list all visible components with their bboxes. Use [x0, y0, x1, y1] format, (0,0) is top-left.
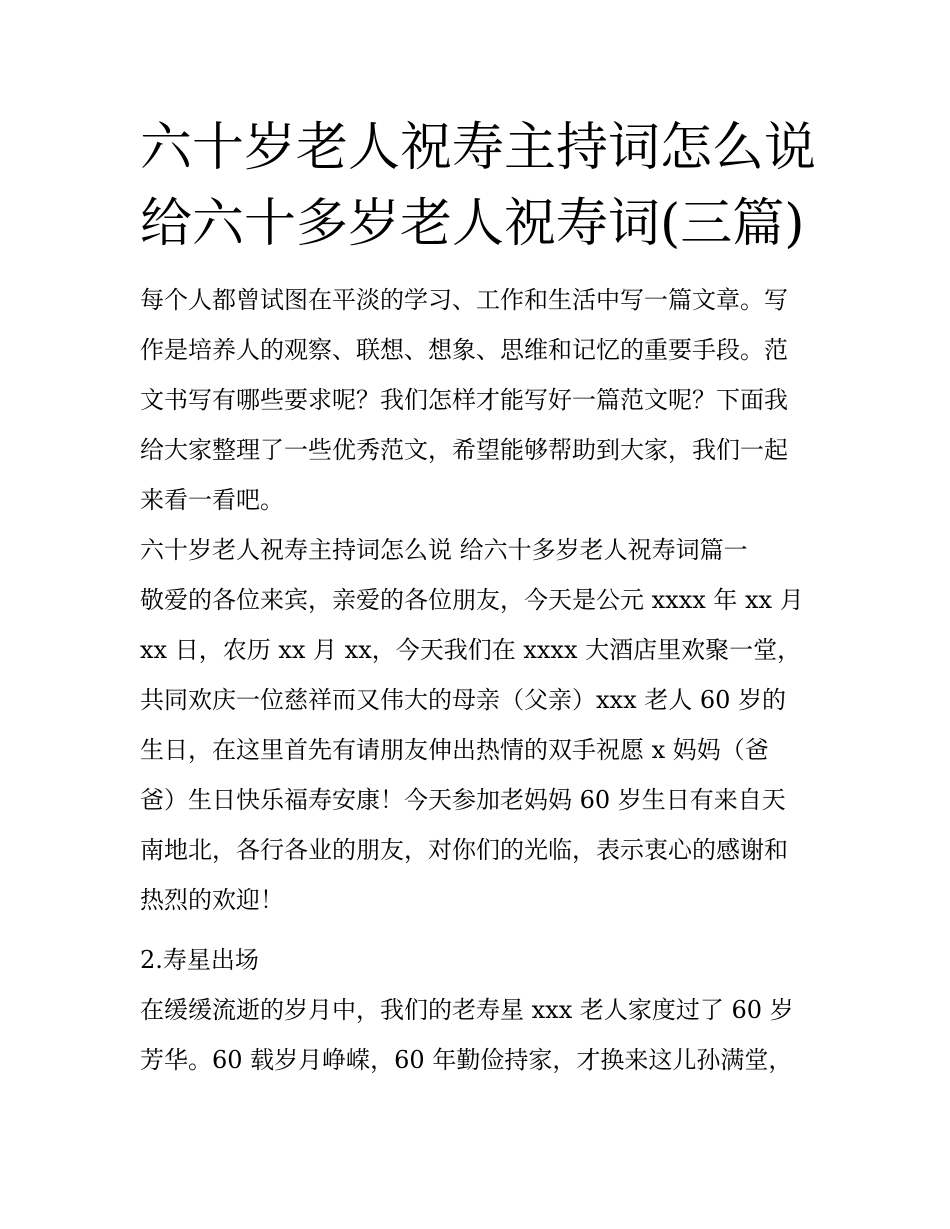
text-line: 在缓缓流逝的岁月中，我们的老寿星 xxx 老人家度过了 60 岁: [140, 996, 794, 1024]
subheading: [140, 935, 820, 985]
subheading-text: 2.寿星出场: [140, 946, 259, 974]
title-line: 给六十多岁老人祝寿词(三篇): [140, 194, 805, 254]
text-line: 热烈的欢迎！: [140, 886, 284, 914]
text-line: 来看一看吧。: [140, 486, 284, 514]
text-line: 芳华。60 载岁月峥嵘，60 年勤俭持家，才换来这儿孙满堂，: [140, 1046, 793, 1074]
text-line: 生日，在这里首先有请朋友伸出热情的双手祝愿 x 妈妈（爸: [140, 736, 769, 764]
text-line: 文书写有哪些要求呢？我们怎样才能写好一篇范文呢？下面我: [140, 386, 788, 414]
section-heading-text: 六十岁老人祝寿主持词怎么说 给六十多岁老人祝寿词篇一: [140, 536, 748, 564]
section-heading: [140, 525, 820, 575]
title-line: 六十岁老人祝寿主持词怎么说: [140, 118, 817, 178]
text-line: 每个人都曾试图在平淡的学习、工作和生活中写一篇文章。写: [140, 286, 788, 314]
text-line: xx 日，农历 xx 月 xx，今天我们在 xxxx 大酒店里欢聚一堂，: [140, 636, 802, 664]
text-line: 给大家整理了一些优秀范文，希望能够帮助到大家，我们一起: [140, 436, 788, 464]
text-line: 共同欢庆一位慈祥而又伟大的母亲（父亲）xxx 老人 60 岁的: [140, 686, 787, 714]
document-title: [140, 110, 820, 262]
intro-paragraph: [140, 275, 820, 525]
text-line: 敬爱的各位来宾，亲爱的各位朋友，今天是公元 xxxx 年 xx 月: [140, 586, 804, 614]
text-line: 爸）生日快乐福寿安康！今天参加老妈妈 60 岁生日有来自天: [140, 786, 786, 814]
text-line: 南地北，各行各业的朋友，对你们的光临，表示衷心的感谢和: [140, 836, 788, 864]
closing-paragraph: [140, 985, 820, 1085]
body-paragraph: [140, 575, 820, 925]
text-line: 作是培养人的观察、联想、想象、思维和记忆的重要手段。范: [140, 336, 788, 364]
